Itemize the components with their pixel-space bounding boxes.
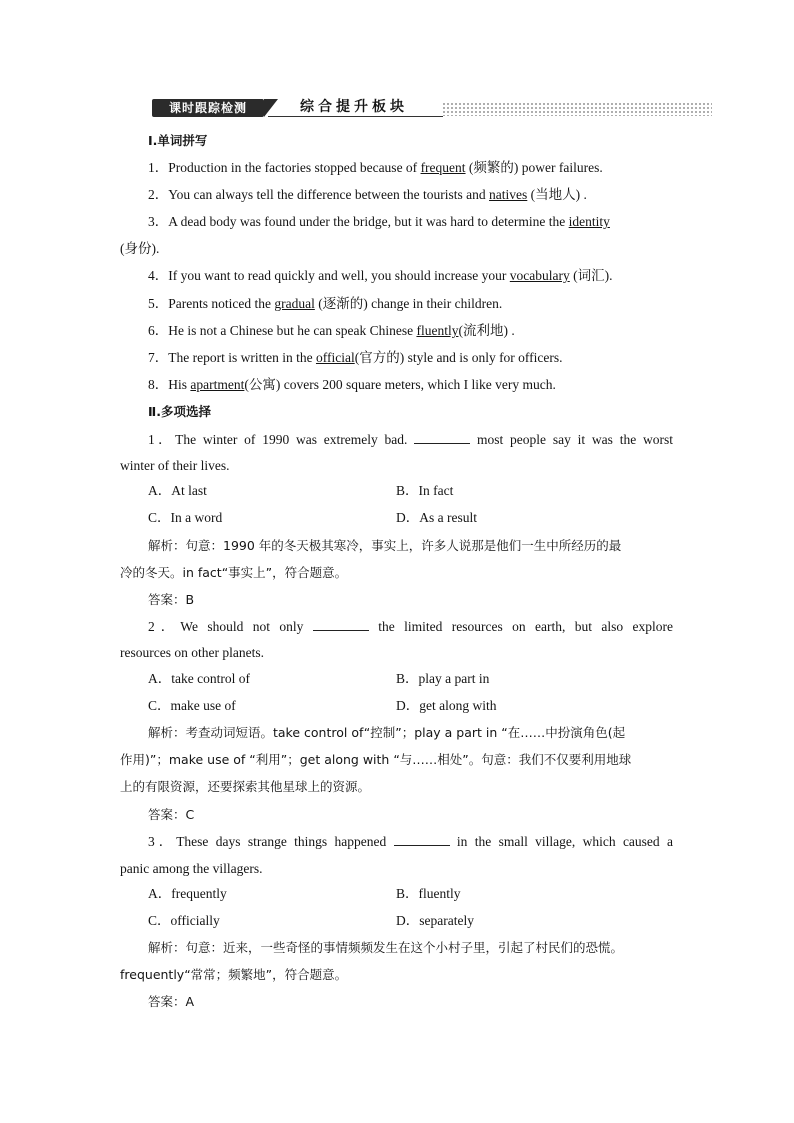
question-stem [148,431,673,449]
item-text: (官方的) style and is only for officers. [354,350,563,365]
item-answer: vocabulary [509,268,570,283]
spelling-item [148,213,610,231]
item-answer: official [315,350,355,365]
option-b: B．fluently [396,886,461,901]
item-answer: apartment [190,377,245,392]
analysis-line: 上的有限资源，还要探索其他星球上的资源。 [120,779,371,794]
section-heading: Ⅰ.单词拼写 [148,133,208,148]
question-text: The winter of 1990 was extremely bad. [175,432,415,447]
question-text: in the small village, which caused a [449,834,674,849]
analysis-line: 解析：句意：1990 年的冬天极其寒冷，事实上，许多人说那是他们一生中所经历的最 [148,538,622,553]
spelling-item [148,267,613,285]
analysis-line: 解析：考查动词短语。take control of“控制”；play a part in “在……中扮演角色(起 [148,725,626,740]
item-text: (词汇). [569,268,613,283]
analysis-line: frequently“常常；频繁地”，符合题意。 [120,967,348,982]
banner-tag-notch [264,99,278,117]
spelling-item [148,295,502,313]
banner-tag: 课时跟踪检测 [152,99,264,117]
analysis-line: 冷的冬天。in fact“事实上”，符合题意。 [120,565,348,580]
item-number: 4． [148,268,169,283]
item-text: (公寓) covers 200 square meters, which I like very much. [244,377,556,392]
answer-blank [313,618,369,631]
option-c: C．make use of [148,698,236,713]
answer-line: 答案：C [148,807,195,822]
item-text: He is not a Chinese but he can speak Chinese [168,323,417,338]
spelling-item [148,186,587,204]
item-number: 5． [148,296,169,311]
item-answer: gradual [274,296,315,311]
item-text: Parents noticed the [168,296,275,311]
question-text: the limited resources on earth, but also explore [368,619,674,634]
answer-blank [394,833,450,846]
section-heading: Ⅱ.多项选择 [148,404,211,419]
question-stem [148,618,673,636]
answer-blank [414,431,470,444]
question-stem-continued: panic among the villagers. [120,861,263,876]
spelling-item-continued: (身份). [120,241,160,256]
option-a: A．frequently [148,886,227,901]
item-text: If you want to read quickly and well, you should increase your [168,268,510,283]
item-text: (频繁的) power failures. [465,160,603,175]
answer-line: 答案：A [148,994,195,1009]
option-c: C．officially [148,913,220,928]
item-answer: identity [568,214,610,229]
spelling-item [148,322,515,340]
item-number: 6． [148,323,169,338]
item-number: 3． [148,214,169,229]
item-number: 1． [148,160,169,175]
item-answer: fluently [416,323,459,338]
option-a: A．At last [148,483,207,498]
header-banner [150,97,712,121]
option-b: B．play a part in [396,671,490,686]
banner-title: 综合提升板块 [300,99,408,115]
item-text: You can always tell the difference between the tourists and [168,187,490,202]
banner-dot-pattern [442,102,712,116]
question-stem-continued: winter of their lives. [120,458,230,473]
spelling-item [148,349,563,367]
item-text: The report is written in the [168,350,316,365]
spelling-item [148,159,603,177]
item-number: 8． [148,377,169,392]
option-c: C．In a word [148,510,223,525]
option-d: D．get along with [396,698,497,713]
option-d: D．separately [396,913,474,928]
question-text: These days strange things happened [176,834,394,849]
option-a: A．take control of [148,671,250,686]
question-stem-continued: resources on other planets. [120,645,264,660]
item-number: 7． [148,350,169,365]
item-answer: frequent [420,160,466,175]
item-text: Production in the factories stopped because of [168,160,421,175]
option-d: D．As a result [396,510,477,525]
question-number: 1． [148,432,176,447]
spelling-item [148,376,556,394]
answer-line: 答案：B [148,592,195,607]
analysis-line: 作用)”；make use of “利用”；get along with “与……相处”。句意：我们不仅要利用地球 [120,752,632,767]
item-text: His [168,377,191,392]
item-number: 2． [148,187,169,202]
question-stem [148,833,673,851]
item-answer: natives [489,187,528,202]
item-text: (当地人) . [527,187,587,202]
question-text: most people say it was the worst [470,432,673,447]
analysis-line: 解析：句意：近来，一些奇怪的事情频频发生在这个小村子里，引起了村民们的恐慌。 [148,940,624,955]
item-text: (逐渐的) change in their children. [314,296,503,311]
item-text: A dead body was found under the bridge, but it was hard to determine the [168,214,569,229]
question-text: We should not only [180,619,313,634]
question-number: 3． [148,834,177,849]
option-b: B．In fact [396,483,454,498]
question-number: 2． [148,619,181,634]
item-text: (流利地) . [458,323,515,338]
